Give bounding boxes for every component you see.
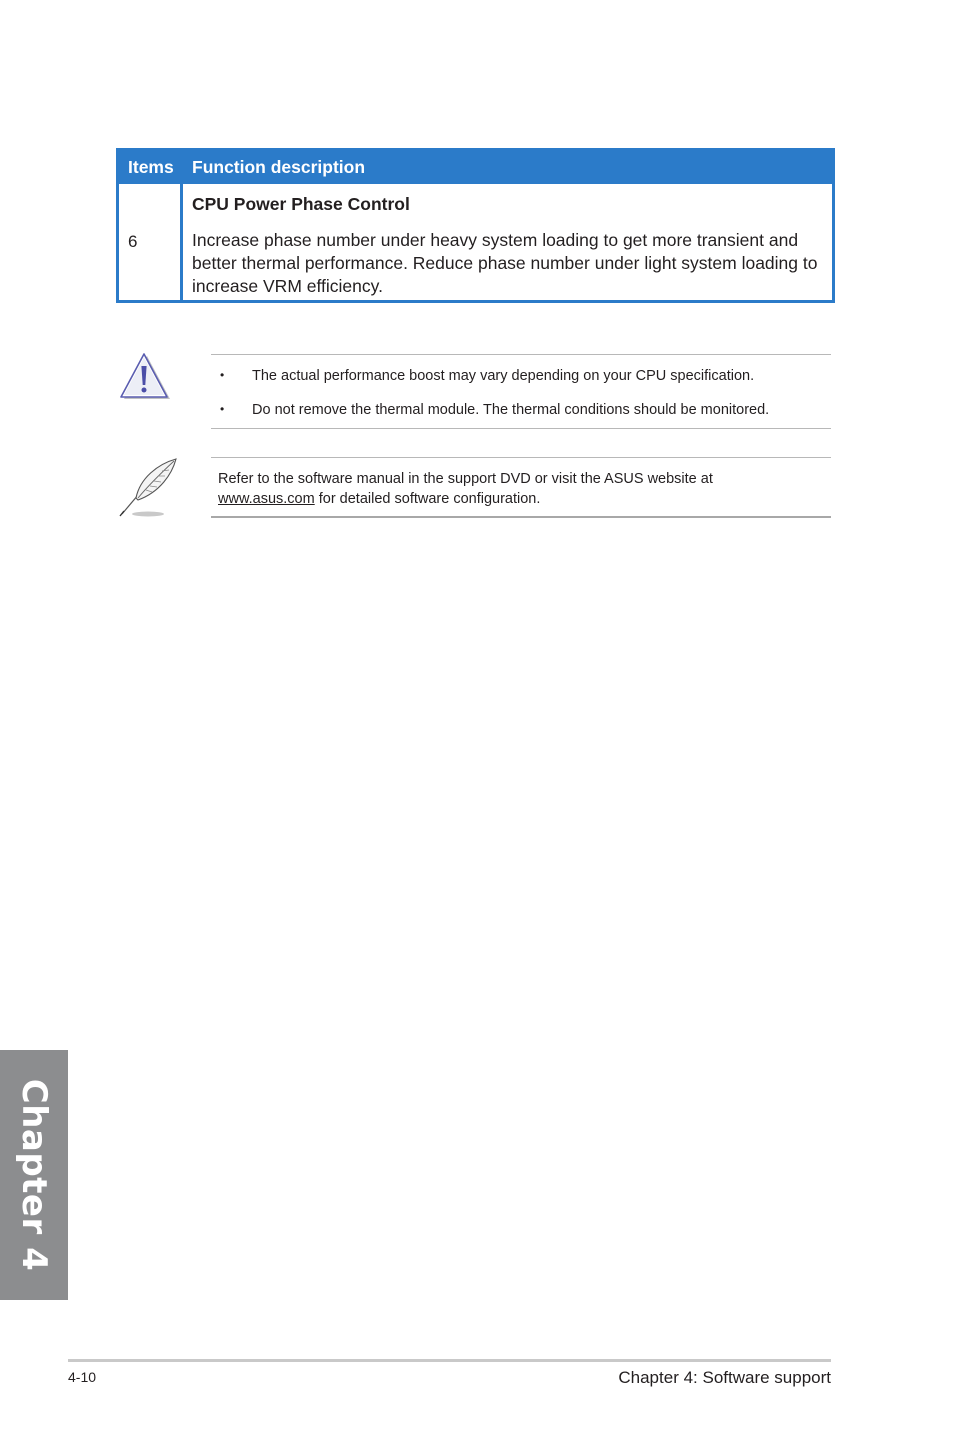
caution-notice [211,354,831,429]
header-function-description: Function description [192,157,366,177]
footer-divider [68,1359,831,1362]
bullet: • [220,402,225,416]
caution-item-text: Do not remove the thermal module. The thermal conditions should be monitored. [252,402,770,418]
chapter-tab-label: Chapter 4 [14,1078,54,1272]
row-item-number: 6 [119,184,183,300]
note-text-after: for detailed software configuration. [314,491,541,507]
note-text-before: Refer to the software manual in the support DVD or visit the ASUS website at [218,471,713,487]
caution-item-text: The actual performance boost may vary depending on your CPU specification. [252,368,755,384]
feather-pen-icon [114,456,180,520]
row-function-description: Increase phase number under heavy system loading to get more transient and better thermal performance. Reduce phase number under light system loading to increase VRM efficiency. [192,230,818,296]
row-function-title: CPU Power Phase Control [192,194,410,214]
chapter-tab [0,1050,68,1300]
function-table [116,148,835,303]
row-function-cell [183,184,832,300]
note-notice [211,457,831,518]
header-items: Items [128,157,174,177]
table-header [119,151,832,184]
warning-triangle-icon [118,352,172,402]
note-text [218,469,713,509]
bullet: • [220,368,225,382]
table-row [119,184,832,300]
asus-website-link[interactable]: www.asus.com [218,491,315,507]
page-number: 4-10 [68,1369,97,1385]
footer-chapter-title: Chapter 4: Software support [618,1368,831,1387]
